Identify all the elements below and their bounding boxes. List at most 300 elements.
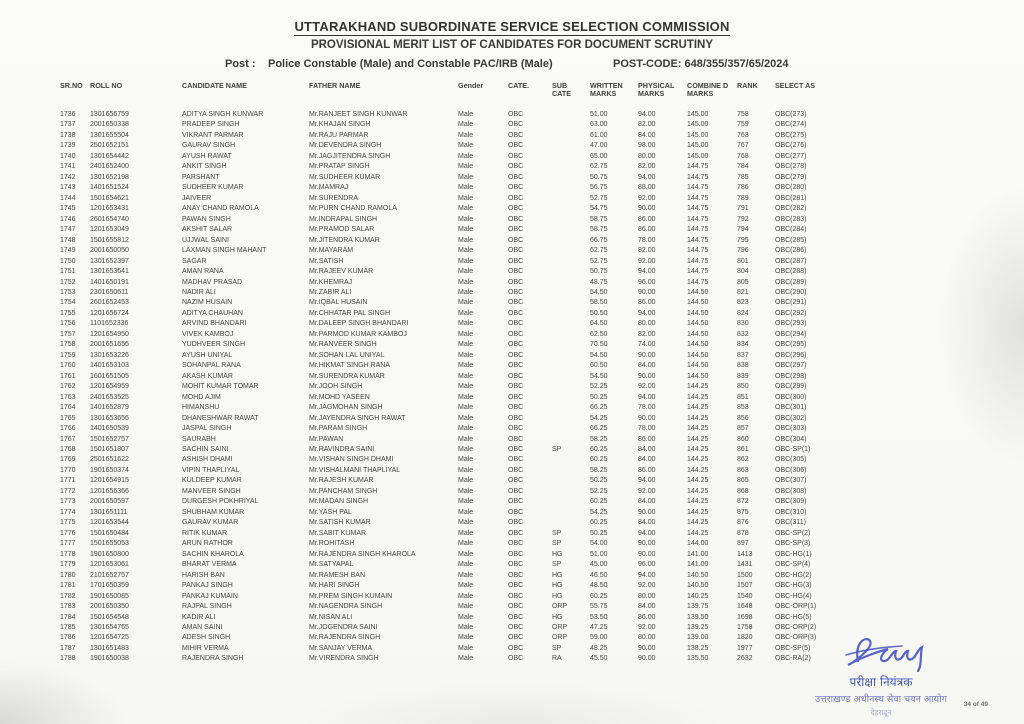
cell-gender: Male: [458, 446, 474, 453]
table-row: [60, 319, 855, 329]
cell-written-marks: 48.75: [590, 278, 608, 286]
cell-father-name: Mr.PARAM SINGH: [309, 425, 368, 433]
cell-candidate-name: ANAY CHAND RAMOLA: [182, 205, 259, 213]
table-row: [60, 131, 855, 141]
cell-cate: OBC: [508, 487, 524, 495]
table-row: [60, 508, 855, 518]
place-label: देहरादून: [870, 708, 892, 717]
cell-gender: Male: [458, 529, 474, 537]
cell-gender: Male: [458, 582, 474, 590]
table-row: [60, 539, 855, 549]
cell-combined-marks: 139.50: [687, 613, 709, 621]
cell-rank: 830: [737, 320, 749, 328]
cell-father-name: Mr.IQBAL HUSAIN: [309, 299, 368, 307]
cell-father-name: Mr.MADAN SINGH: [309, 498, 369, 506]
cell-physical-marks: 80.00: [638, 320, 656, 328]
cell-gender: Male: [458, 508, 474, 516]
cell-rank: 853: [737, 404, 749, 412]
cell-select-as: OBC(288): [775, 268, 807, 276]
col-header-physical-marks: PHYSICAL MARKS: [638, 81, 675, 98]
cell-father-name: Mr.YASH PAL: [309, 508, 352, 516]
cell-roll-no: 1401650539: [90, 425, 129, 433]
col-header-written-marks: WRITTEN MARKS: [590, 81, 623, 98]
cell-rank: 851: [737, 393, 749, 401]
cell-father-name: Mr.JAGMOHAN SINGH: [309, 404, 383, 412]
cell-select-as: OBC-HG(3): [775, 582, 812, 590]
cell-written-marks: 60.50: [590, 362, 608, 370]
cell-sr-no: 1761: [60, 372, 76, 380]
cell-gender: Male: [458, 644, 474, 652]
cell-rank: 837: [737, 351, 749, 359]
cell-gender: Male: [458, 309, 474, 317]
cell-physical-marks: 82.00: [638, 330, 656, 338]
cell-cate: OBC: [508, 215, 524, 223]
cell-gender: Male: [458, 299, 474, 307]
table-row: [60, 330, 855, 340]
cell-father-name: Mr.JAYENDRA SINGH RAWAT: [309, 414, 406, 422]
cell-gender: Male: [458, 425, 474, 433]
cell-sr-no: 1782: [60, 592, 76, 600]
cell-rank: 1431: [737, 561, 753, 569]
cell-sr-no: 1766: [60, 425, 76, 433]
cell-sr-no: 1786: [60, 634, 76, 642]
cell-candidate-name: SACHIN SAINI: [182, 446, 229, 453]
cell-roll-no: 2001650050: [90, 247, 129, 255]
cell-written-marks: 58.75: [590, 215, 608, 223]
cell-combined-marks: 144.75: [687, 257, 709, 265]
cell-father-name: Mr.RAVINDRA SAINI: [309, 446, 375, 453]
col-header-father-name: FATHER NAME: [309, 81, 361, 90]
cell-select-as: OBC(300): [775, 393, 807, 401]
cell-physical-marks: 92.00: [638, 487, 656, 495]
cell-roll-no: 1201653061: [90, 561, 129, 569]
cell-father-name: Mr.SANJAY VERMA: [309, 644, 373, 652]
cell-select-as: OBC-ORP(1): [775, 603, 817, 611]
cell-written-marks: 62.75: [590, 163, 608, 171]
cell-gender: Male: [458, 498, 474, 506]
cell-cate: OBC: [508, 362, 524, 370]
cell-physical-marks: 82.00: [638, 121, 656, 129]
cell-rank: 897: [737, 540, 749, 548]
cell-cate: OBC: [508, 205, 524, 213]
cell-roll-no: 1301651483: [90, 644, 129, 652]
cell-roll-no: 1901650038: [90, 655, 129, 663]
cell-combined-marks: 144.75: [687, 163, 709, 171]
table-row: [60, 278, 855, 288]
cell-roll-no: 2001651656: [90, 341, 129, 349]
cell-written-marks: 62.50: [590, 330, 608, 338]
cell-combined-marks: 144.25: [687, 529, 709, 537]
cell-candidate-name: PARSHANT: [182, 173, 220, 181]
cell-combined-marks: 144.25: [687, 435, 709, 443]
cell-sr-no: 1762: [60, 383, 76, 391]
cell-candidate-name: VIKRANT PARMAR: [182, 131, 244, 139]
cell-written-marks: 61.00: [590, 131, 608, 139]
cell-select-as: OBC(309): [775, 498, 807, 506]
cell-roll-no: 1301654442: [90, 152, 129, 160]
cell-sr-no: 1779: [60, 561, 76, 569]
table-row: [60, 633, 855, 643]
cell-cate: OBC: [508, 623, 524, 631]
cell-roll-no: 1101652336: [90, 320, 129, 328]
cell-select-as: OBC-SP(1): [775, 446, 811, 453]
cell-cate: OBC: [508, 341, 524, 349]
cell-select-as: OBC-HG(1): [775, 550, 812, 558]
cell-father-name: Mr.PREM SINGH KUMAIN: [309, 592, 393, 600]
cell-physical-marks: 90.00: [638, 540, 656, 548]
cell-cate: OBC: [508, 529, 524, 537]
cell-combined-marks: 144.25: [687, 414, 709, 422]
cell-candidate-name: ANKIT SINGH: [182, 163, 227, 171]
cell-cate: OBC: [508, 425, 524, 433]
table-row: [60, 183, 855, 193]
cell-combined-marks: 144.75: [687, 236, 709, 244]
col-header-gender: Gender: [458, 81, 484, 90]
cell-candidate-name: AKASH KUMAR: [182, 372, 233, 380]
cell-roll-no: 2601654740: [90, 215, 129, 223]
cell-father-name: Mr.VIRENDRA SINGH: [309, 655, 379, 663]
cell-rank: 1648: [737, 603, 753, 611]
merit-list-table: [60, 82, 855, 665]
cell-select-as: OBC(276): [775, 142, 807, 150]
cell-cate: OBC: [508, 320, 524, 328]
cell-rank: 875: [737, 508, 749, 516]
cell-written-marks: 47.25: [590, 623, 608, 631]
cell-combined-marks: 144.50: [687, 299, 709, 307]
cell-sr-no: 1744: [60, 194, 76, 202]
cell-sr-no: 1752: [60, 278, 76, 286]
cell-cate: OBC: [508, 142, 524, 150]
cell-cate: OBC: [508, 603, 524, 611]
cell-combined-marks: 144.25: [687, 456, 709, 464]
table-row: [60, 644, 855, 654]
cell-cate: OBC: [508, 435, 524, 443]
cell-physical-marks: 92.00: [638, 194, 656, 202]
cell-physical-marks: 86.00: [638, 613, 656, 621]
cell-father-name: Mr.DEVENDRA SINGH: [309, 142, 382, 150]
cell-father-name: Mr.SATISH KUMAR: [309, 519, 371, 527]
cell-select-as: OBC(275): [775, 131, 807, 139]
commission-title: UTTARAKHAND SUBORDINATE SERVICE SELECTION COMMISSION: [294, 19, 730, 34]
cell-father-name: Mr.HIKMAT SINGH RANA: [309, 362, 391, 370]
cell-written-marks: 63.00: [590, 121, 608, 129]
cell-rank: 768: [737, 152, 749, 160]
cell-select-as: OBC(283): [775, 215, 807, 223]
cell-sr-no: 1742: [60, 173, 76, 181]
cell-rank: 878: [737, 529, 749, 537]
cell-rank: 805: [737, 278, 749, 286]
cell-roll-no: 1501654621: [90, 194, 129, 202]
cell-sr-no: 1736: [60, 111, 76, 118]
cell-select-as: OBC(305): [775, 456, 807, 464]
cell-cate: OBC: [508, 184, 524, 192]
cell-sr-no: 1756: [60, 320, 76, 328]
cell-roll-no: 2301650611: [90, 288, 129, 296]
cell-combined-marks: 144.50: [687, 320, 709, 328]
cell-select-as: OBC-HG(4): [775, 592, 812, 600]
cell-physical-marks: 90.00: [638, 508, 656, 516]
cell-gender: Male: [458, 487, 474, 495]
cell-physical-marks: 84.00: [638, 131, 656, 139]
cell-roll-no: 2501652151: [90, 142, 129, 150]
col-header-rank: RANK: [737, 81, 758, 90]
cell-written-marks: 59.00: [590, 634, 608, 642]
cell-combined-marks: 144.75: [687, 194, 709, 202]
cell-candidate-name: MOHIT KUMAR TOMAR: [182, 383, 259, 391]
cell-candidate-name: SAGAR: [182, 257, 207, 265]
cell-rank: 839: [737, 372, 749, 380]
cell-sub-cate: RA: [552, 655, 562, 663]
cell-rank: 801: [737, 257, 749, 265]
cell-combined-marks: 145.00: [687, 142, 709, 150]
footer-signature-block: [766, 631, 996, 718]
cell-roll-no: 1301652397: [90, 257, 129, 265]
cell-cate: OBC: [508, 508, 524, 516]
cell-physical-marks: 94.00: [638, 173, 656, 181]
cell-select-as: OBC-SP(3): [775, 540, 811, 548]
cell-written-marks: 64.50: [590, 320, 608, 328]
cell-select-as: OBC-ORP(3): [775, 634, 817, 642]
cell-roll-no: 1201654950: [90, 330, 129, 338]
table-row: [60, 466, 855, 476]
cell-sr-no: 1743: [60, 184, 76, 192]
table-row: [60, 435, 855, 445]
table-row: [60, 225, 855, 235]
exam-controller-label: परीक्षा नियंत्रक: [849, 675, 913, 689]
cell-rank: 796: [737, 247, 749, 255]
cell-sr-no: 1769: [60, 456, 76, 464]
cell-rank: 795: [737, 236, 749, 244]
cell-candidate-name: DURGESH POKHRIYAL: [182, 498, 259, 506]
cell-combined-marks: 144.25: [687, 477, 709, 485]
cell-gender: Male: [458, 435, 474, 443]
cell-cate: OBC: [508, 550, 524, 558]
cell-sr-no: 1763: [60, 393, 76, 401]
cell-physical-marks: 84.00: [638, 456, 656, 464]
cell-candidate-name: PANKAJ SINGH: [182, 582, 233, 590]
cell-physical-marks: 84.00: [638, 603, 656, 611]
cell-sr-no: 1767: [60, 435, 76, 443]
cell-sub-cate: ORP: [552, 634, 568, 642]
cell-father-name: Mr.DALEEP SINGH BHANDARI: [309, 320, 409, 328]
table-body: [60, 110, 855, 665]
cell-sr-no: 1781: [60, 582, 76, 590]
cell-rank: 789: [737, 194, 749, 202]
cell-written-marks: 66.25: [590, 404, 608, 412]
cell-cate: OBC: [508, 634, 524, 642]
cell-cate: OBC: [508, 194, 524, 202]
cell-roll-no: 1201653049: [90, 226, 129, 234]
cell-select-as: OBC(297): [775, 362, 807, 370]
cell-rank: 791: [737, 205, 749, 213]
cell-cate: OBC: [508, 414, 524, 422]
cell-candidate-name: SOHANPAL RANA: [182, 362, 241, 370]
cell-candidate-name: JAIVEER: [182, 194, 212, 202]
cell-cate: OBC: [508, 163, 524, 171]
cell-candidate-name: LAXMAN SINGH MAHANT: [182, 247, 267, 255]
post-label: Post :: [225, 58, 256, 70]
cell-cate: OBC: [508, 519, 524, 527]
cell-father-name: Mr.KHAJAN SINGH: [309, 121, 371, 129]
cell-roll-no: 2001650338: [90, 121, 129, 129]
col-header-candidate-name: CANDIDATE NAME: [182, 81, 247, 90]
cell-roll-no: 1301653641: [90, 268, 129, 276]
cell-sr-no: 1770: [60, 466, 76, 474]
post-line: [0, 58, 1024, 74]
cell-candidate-name: MADHAV PRASAD: [182, 278, 243, 286]
cell-rank: 823: [737, 299, 749, 307]
cell-father-name: Mr.SABIT KUMAR: [309, 529, 367, 537]
cell-written-marks: 60.25: [590, 456, 608, 464]
cell-physical-marks: 86.00: [638, 215, 656, 223]
cell-combined-marks: 145.00: [687, 111, 709, 118]
cell-candidate-name: BHARAT VERMA: [182, 561, 237, 569]
cell-written-marks: 60.25: [590, 519, 608, 527]
cell-cate: OBC: [508, 226, 524, 234]
cell-physical-marks: 98.00: [638, 142, 656, 150]
cell-gender: Male: [458, 121, 474, 129]
cell-rank: 856: [737, 414, 749, 422]
cell-select-as: OBC(279): [775, 173, 807, 181]
table-row: [60, 110, 855, 120]
cell-written-marks: 45.50: [590, 655, 608, 663]
cell-candidate-name: SACHIN KHAROLA: [182, 550, 244, 558]
cell-roll-no: 1401653103: [90, 362, 129, 370]
cell-select-as: OBC(299): [775, 383, 807, 391]
cell-written-marks: 51.00: [590, 550, 608, 558]
cell-combined-marks: 144.00: [687, 540, 709, 548]
cell-roll-no: 1301656759: [90, 111, 129, 118]
table-row: [60, 298, 855, 308]
cell-father-name: Mr.JOGENDRA SAINI: [309, 623, 378, 631]
cell-candidate-name: ADESH SINGH: [182, 634, 231, 642]
cell-candidate-name: KULDEEP KUMAR: [182, 477, 242, 485]
cell-sr-no: 1784: [60, 613, 76, 621]
cell-father-name: Mr.NISAN ALI: [309, 613, 353, 621]
cell-father-name: Mr.VISHAN SINGH DHAMI: [309, 456, 394, 464]
table-row: [60, 162, 855, 172]
cell-gender: Male: [458, 247, 474, 255]
document-header: [0, 18, 1024, 51]
cell-sr-no: 1746: [60, 215, 76, 223]
cell-written-marks: 52.75: [590, 194, 608, 202]
cell-father-name: Mr.MOHD YASEEN: [309, 393, 370, 401]
cell-combined-marks: 144.75: [687, 205, 709, 213]
cell-father-name: Mr.SURENDRA: [309, 194, 359, 202]
signature-area: [766, 631, 996, 673]
cell-select-as: OBC(282): [775, 205, 807, 213]
cell-gender: Male: [458, 111, 474, 118]
cell-select-as: OBC(281): [775, 194, 807, 202]
cell-sr-no: 1787: [60, 644, 76, 652]
cell-candidate-name: UJJWAL SAINI: [182, 236, 229, 244]
cell-select-as: OBC(306): [775, 466, 807, 474]
table-row: [60, 403, 855, 413]
cell-physical-marks: 94.00: [638, 571, 656, 579]
table-row: [60, 613, 855, 623]
cell-gender: Male: [458, 571, 474, 579]
cell-written-marks: 60.25: [590, 498, 608, 506]
cell-rank: 1820: [737, 634, 753, 642]
col-header-roll-no: ROLL NO: [90, 81, 123, 90]
cell-select-as: OBC-HG(5): [775, 613, 812, 621]
cell-physical-marks: 78.00: [638, 236, 656, 244]
col-header-sr-no: SR.NO: [60, 81, 83, 90]
cell-gender: Male: [458, 288, 474, 296]
cell-candidate-name: MIHIR VERMA: [182, 644, 229, 652]
table-row: [60, 393, 855, 403]
cell-roll-no: 1701650359: [90, 582, 129, 590]
cell-select-as: OBC(293): [775, 320, 807, 328]
cell-gender: Male: [458, 341, 474, 349]
cell-physical-marks: 82.00: [638, 163, 656, 171]
cell-combined-marks: 144.25: [687, 487, 709, 495]
cell-candidate-name: PRADEEP SINGH: [182, 121, 240, 129]
cell-written-marks: 48.25: [590, 644, 608, 652]
cell-candidate-name: NADIR ALI: [182, 288, 216, 296]
cell-gender: Male: [458, 603, 474, 611]
cell-roll-no: 1501652757: [90, 435, 129, 443]
cell-combined-marks: 140.25: [687, 592, 709, 600]
cell-physical-marks: 94.00: [638, 309, 656, 317]
table-row: [60, 518, 855, 528]
cell-physical-marks: 92.00: [638, 582, 656, 590]
cell-sub-cate: SP: [552, 561, 562, 569]
cell-cate: OBC: [508, 299, 524, 307]
cell-select-as: OBC(298): [775, 372, 807, 380]
cell-roll-no: 1501654548: [90, 613, 129, 621]
cell-sr-no: 1758: [60, 341, 76, 349]
cell-roll-no: 2001650597: [90, 498, 129, 506]
cell-candidate-name: SUDHEER KUMAR: [182, 184, 244, 192]
cell-cate: OBC: [508, 561, 524, 569]
cell-father-name: Mr.RAJENDRA SINGH KHAROLA: [309, 550, 416, 558]
cell-physical-marks: 74.00: [638, 341, 656, 349]
cell-sr-no: 1739: [60, 142, 76, 150]
cell-written-marks: 60.25: [590, 592, 608, 600]
cell-sr-no: 1771: [60, 477, 76, 485]
cell-rank: 785: [737, 173, 749, 181]
cell-rank: 786: [737, 184, 749, 192]
table-row: [60, 550, 855, 560]
cell-gender: Male: [458, 173, 474, 181]
cell-cate: OBC: [508, 446, 524, 453]
cell-combined-marks: 144.50: [687, 341, 709, 349]
cell-select-as: OBC(278): [775, 163, 807, 171]
table-row: [60, 194, 855, 204]
cell-rank: 767: [737, 142, 749, 150]
cell-select-as: OBC-SP(2): [775, 529, 811, 537]
cell-combined-marks: 144.25: [687, 466, 709, 474]
cell-combined-marks: 144.50: [687, 351, 709, 359]
cell-select-as: OBC(295): [775, 341, 807, 349]
cell-candidate-name: GAURAV SINGH: [182, 142, 236, 150]
cell-rank: 876: [737, 519, 749, 527]
cell-physical-marks: 80.00: [638, 592, 656, 600]
col-header-combined-marks: COMBINE D MARKS: [687, 81, 729, 98]
cell-physical-marks: 94.00: [638, 529, 656, 537]
cell-roll-no: 1401650191: [90, 278, 129, 286]
cell-gender: Male: [458, 320, 474, 328]
cell-rank: 758: [737, 111, 749, 118]
table-row: [60, 581, 855, 591]
cell-written-marks: 50.75: [590, 173, 608, 181]
cell-roll-no: 2401653525: [90, 393, 129, 401]
table-row: [60, 215, 855, 225]
cell-sr-no: 1765: [60, 414, 76, 422]
cell-written-marks: 45.00: [590, 561, 608, 569]
cell-candidate-name: HARISH BAN: [182, 571, 225, 579]
